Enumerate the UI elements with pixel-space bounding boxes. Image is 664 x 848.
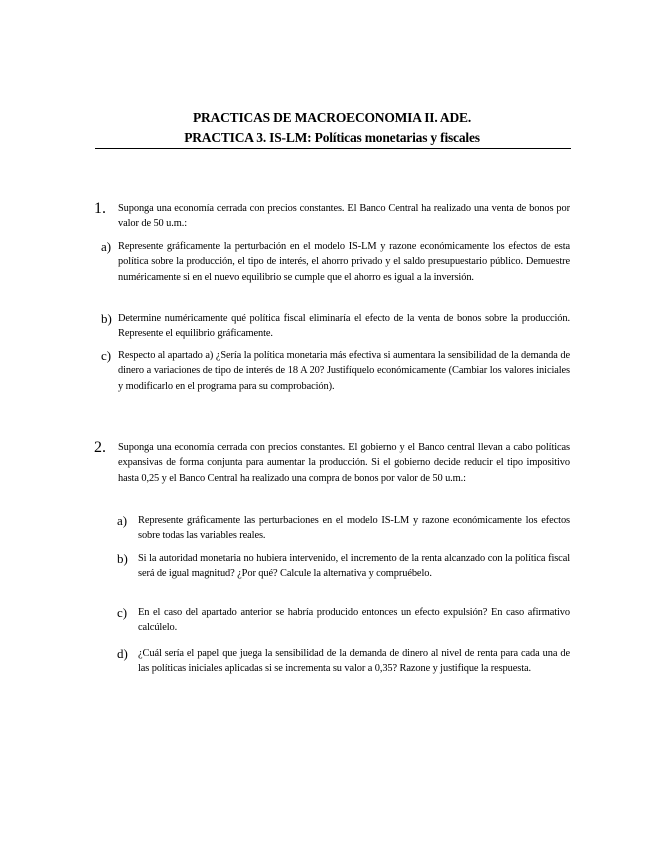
question-1-item-a-text: Represente gráficamente la perturbación en el modelo IS-LM y razone económicamente los efectos de esta política sobre la producción, el tipo de interés, el ahorro privado y el saldo presupuestario público. Demuestre numéricamente si en el nuevo equilibrio se cumple que el ahorro es igual a la inversión. — [118, 241, 570, 283]
question-1-text: Suponga una economía cerrada con precios constantes. El Banco Central ha realizado una venta de bonos por valor de 50 u.m.: — [118, 203, 570, 230]
question-2-item-c-text: En el caso del apartado anterior se habría producido entonces un efecto expulsión? En caso afirmativo calcúlelo. — [138, 607, 570, 634]
question-1-item-b-text: Determine numéricamente qué política fiscal eliminaría el efecto de la venta de bonos sobre la producción. Represente el equilibrio gráficamente. — [118, 313, 570, 340]
question-2-item-b-text: Si la autoridad monetaria no hubiera intervenido, el incremento de la renta alcanzado con la política fiscal será de igual magnitud? ¿Por qué? Calcule la alternativa y compruébelo. — [138, 553, 570, 580]
question-2-number: 2. — [94, 439, 106, 456]
title-divider — [95, 148, 571, 149]
question-1-item-b-label: b) — [101, 311, 112, 326]
question-2-item-d-text: ¿Cuál sería el papel que juega la sensibilidad de la demanda de dinero al nivel de renta para cada una de las políticas iniciales aplicadas si se incrementa su valor a 0,35? Razone y justifique la respuesta. — [138, 648, 570, 675]
question-2-item-b-label: b) — [117, 551, 128, 566]
question-2-item-a-label: a) — [117, 513, 128, 528]
question-2-item-a-text: Represente gráficamente las perturbaciones en el modelo IS-LM y razone económicamente los efectos sobre todas las variables reales. — [138, 515, 570, 542]
question-1-number: 1. — [94, 200, 106, 217]
question-2-text: Suponga una economía cerrada con precios constantes. El gobierno y el Banco central llevan a cabo políticas expansivas de forma conjunta para aumentar la producción. Si el gobierno decide reducir el tipo impositivo hasta 0,25 y el Banco Central ha realizado una compra de bonos por valor de 50 u.m.: — [118, 442, 570, 484]
question-1-item-c-label: c) — [101, 348, 112, 363]
question-2-item-d-label: d) — [117, 646, 128, 661]
question-1-item-a-label: a) — [101, 239, 112, 254]
document-subtitle: PRACTICA 3. IS-LM: Políticas monetarias y fiscales — [184, 130, 480, 145]
document-title: PRACTICAS DE MACROECONOMIA II. ADE. — [192, 110, 472, 125]
question-2-item-c-label: c) — [117, 605, 128, 620]
question-1-item-c-text: Respecto al apartado a) ¿Sería la política monetaria más efectiva si aumentara la sensibilidad de la demanda de dinero a variaciones de tipo de interés de 18 A 20? Justifíquelo económicamente (Cambiar los valores iniciales y modificarlo en el programa para su comprobación). — [118, 350, 570, 392]
